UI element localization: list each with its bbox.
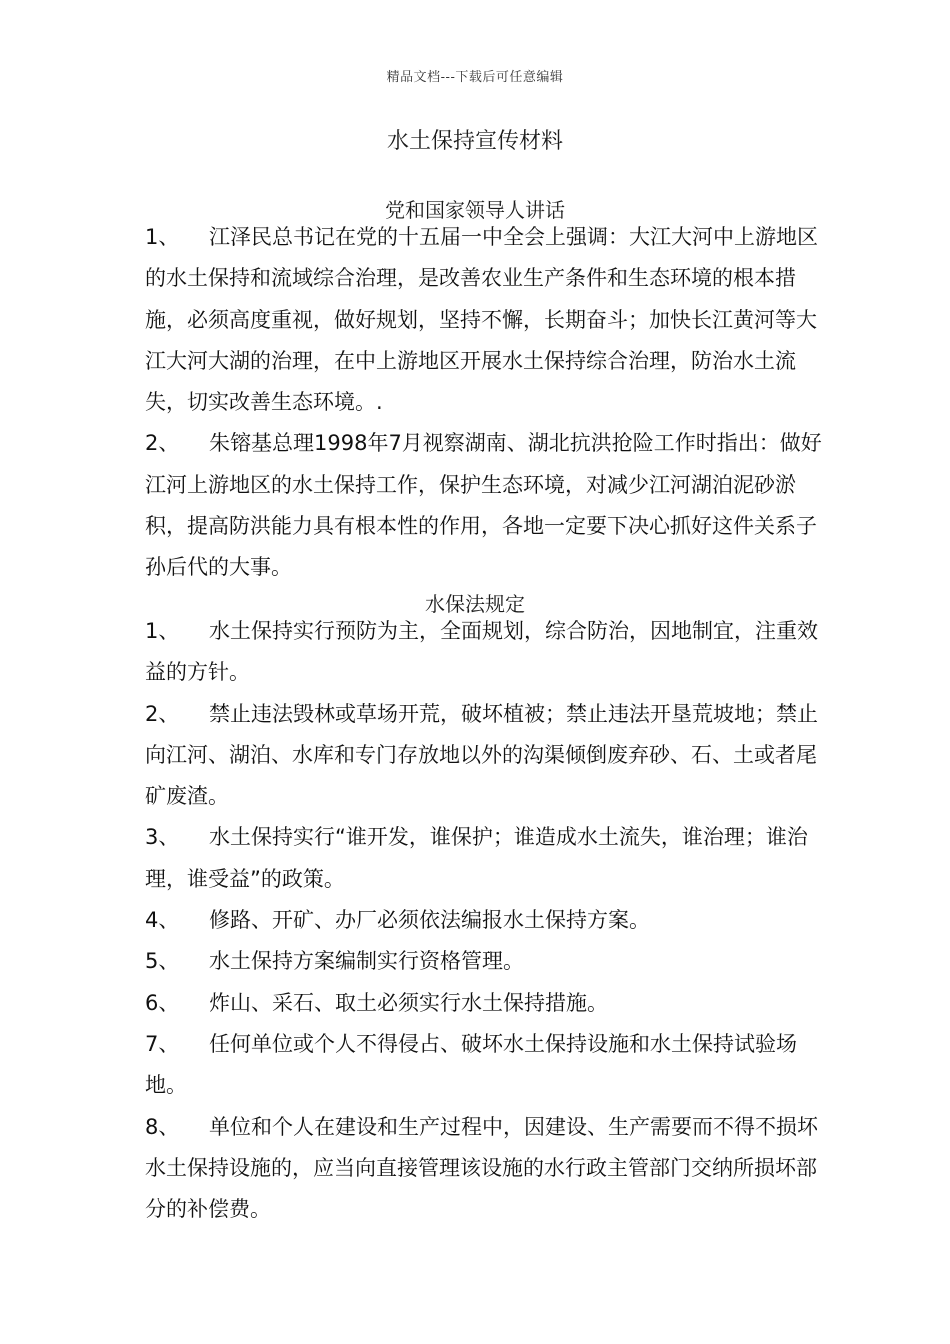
item-text: 修路、开矿、办厂必须依法编报水土保持方案。 — [209, 908, 650, 933]
item-number: 7、 — [145, 1031, 180, 1056]
item-text: 任何单位或个人不得侵占、破坏水土保持设施和水土保持试验场地。 — [145, 1031, 797, 1098]
section-heading-law: 水保法规定 — [425, 592, 525, 616]
item-text: 朱镕基总理1998年7月视察湖南、湖北抗洪抢险工作时指出：做好江河上游地区的水土保持工作，保护生态环境，对减少江河湖泊泥砂淤积，提高防洪能力具有根本性的作用，各地一定要下决心抓好这件关系子孙后代的大事。 — [145, 431, 822, 580]
list-item — [145, 694, 835, 818]
list-item — [145, 983, 835, 1024]
item-number: 2、 — [145, 701, 180, 726]
item-number: 1、 — [145, 619, 180, 643]
section-heading-leaders: 党和国家领导人讲话 — [385, 198, 565, 222]
document-title: 水土保持宣传材料 — [386, 129, 563, 154]
item-text: 炸山、采石、取土必须实行水土保持措施。 — [209, 990, 608, 1015]
item-number: 8、 — [145, 1114, 180, 1139]
header-note: 精品文档---下载后可任意编辑 — [386, 70, 564, 85]
law-provisions-list — [145, 611, 835, 1230]
item-number: 5、 — [145, 949, 180, 974]
item-number: 6、 — [145, 990, 180, 1015]
item-text: 江泽民总书记在党的十五届一中全会上强调：大江大河中上游地区的水土保持和流域综合治理，是改善农业生产条件和生态环境的根本措施，必须高度重视，做好规划，坚持不懈，长期奋斗；加快长江黄河等大江大河大湖的治理，在中上游地区开展水土保持综合治理，防治水土流失，切实改善生态环境。. — [145, 225, 818, 415]
list-item — [145, 611, 835, 694]
list-item — [145, 1107, 835, 1231]
item-number: 3、 — [145, 825, 180, 850]
item-number: 1、 — [145, 225, 180, 249]
list-item — [145, 423, 835, 588]
list-item — [145, 941, 835, 982]
leaders-speech-list — [145, 217, 835, 589]
item-text: 禁止违法毁林或草场开荒，破坏植被；禁止违法开垦荒坡地；禁止向江河、湖泊、水库和专门存放地以外的沟渠倾倒废弃砂、石、土或者尾矿废渣。 — [145, 701, 818, 809]
item-number: 4、 — [145, 908, 180, 933]
item-number: 2、 — [145, 431, 180, 456]
list-item — [145, 900, 835, 941]
item-text: 水土保持实行“谁开发，谁保护；谁造成水土流失，谁治理；谁治理，谁受益”的政策。 — [145, 825, 808, 891]
list-item — [145, 217, 835, 423]
list-item — [145, 1024, 835, 1107]
item-text: 水土保持实行预防为主，全面规划，综合防治，因地制宜，注重效益的方针。 — [145, 619, 818, 685]
item-text: 单位和个人在建设和生产过程中，因建设、生产需要而不得不损坏水土保持设施的，应当向直接管理该设施的水行政主管部门交纳所损坏部分的补偿费。 — [145, 1114, 818, 1222]
list-item — [145, 817, 835, 900]
item-text: 水土保持方案编制实行资格管理。 — [209, 949, 524, 974]
